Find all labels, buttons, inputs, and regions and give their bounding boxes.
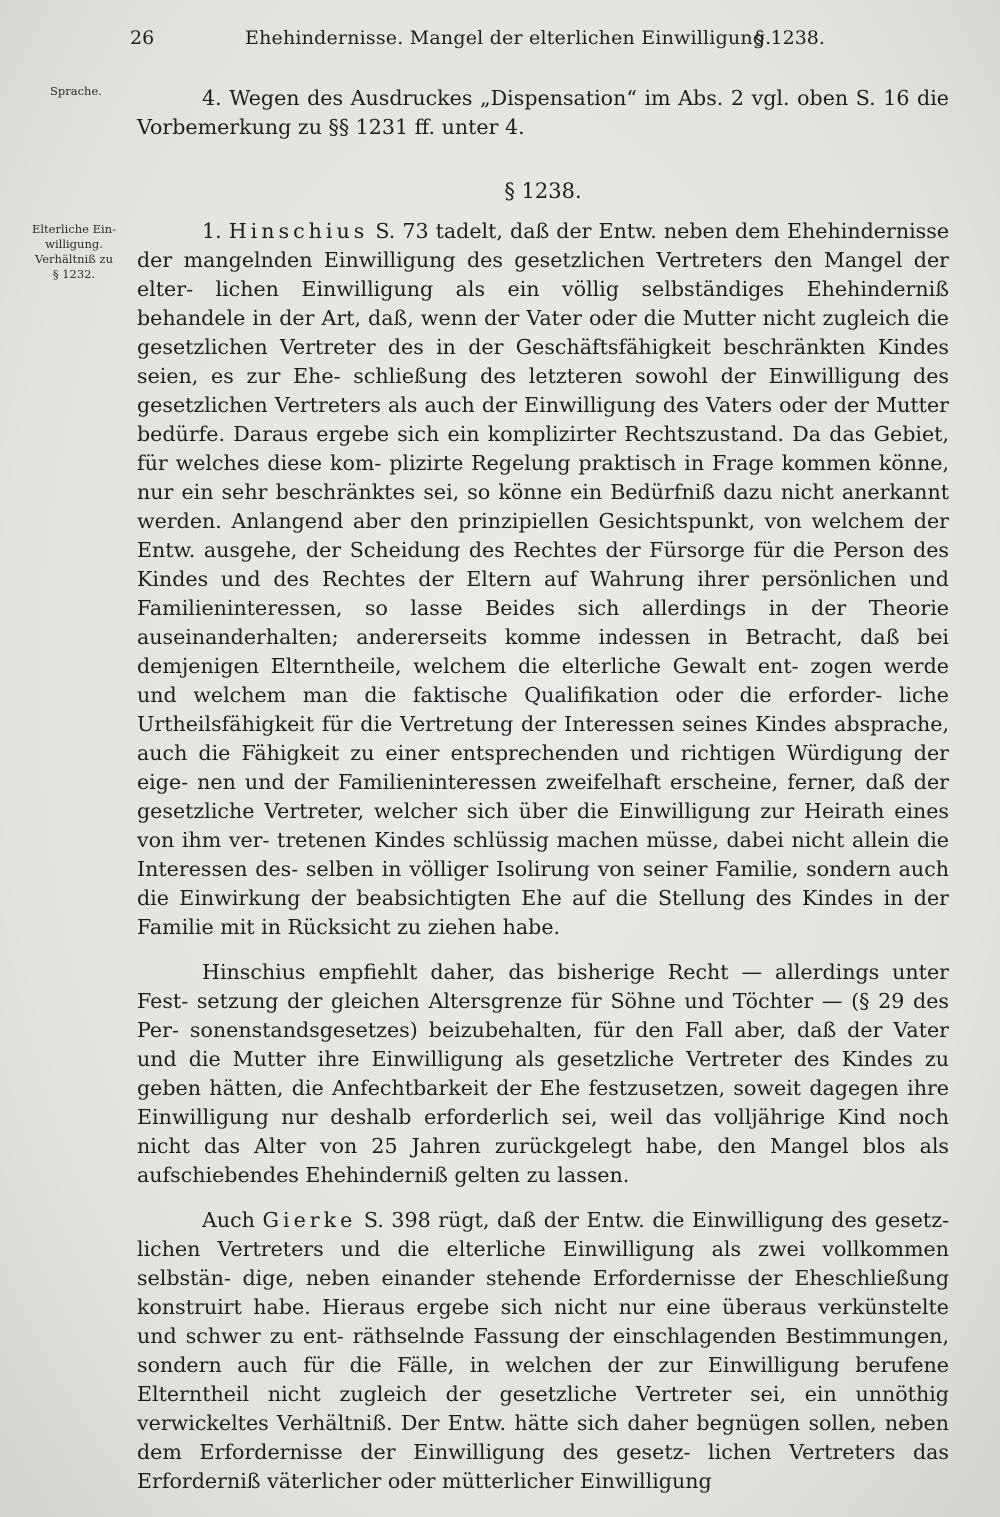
margin-note-line: Verhältniß zu — [34, 252, 113, 266]
body-text — [137, 217, 949, 1496]
paragraph-3-lead: Auch — [202, 1208, 255, 1232]
author-gierke: Gierke — [262, 1208, 357, 1232]
paragraph-2: Hinschius empfiehlt daher, das bisherige Recht — allerdings unter Fest- setzung der gleichen Altersgrenze für Söhne und Töchter — (§ 29 des Per- sonenstandsgesetzes) beizubehalten, für den Fall aber, daß der Vater und die Mutter ihre Einwilligung als gesetzliche Vertreter des Kindes zu geben hätten, die Anfechtbarkeit der Ehe festzusetzen, soweit dagegen ihre Einwilligung nur deshalb erforderlich sei, weil das volljährige Kind noch nicht das Alter von 25 Jahren zurückgelegt habe, den Mangel blos als aufschiebendes Ehehinderniß gelten zu lassen. — [137, 960, 949, 1187]
running-title: Ehehindernisse. Mangel der elterlichen Einwilligung. — [245, 27, 772, 49]
paragraph-1-lead: 1. — [202, 219, 222, 243]
section-heading: § 1238. — [504, 179, 582, 203]
paragraph-3 — [137, 1206, 949, 1496]
intro-text: 4. Wegen des Ausdruckes „Dispensation“ im Abs. 2 vgl. oben S. 16 die Vorbemerkung zu §§ 1231 ff. unter 4. — [137, 86, 949, 139]
margin-note-line: § 1232. — [52, 267, 96, 281]
margin-note-line: willigung. — [45, 237, 103, 251]
paragraph-1-text: S. 73 tadelt, daß der Entw. neben dem Ehehindernisse der mangelnden Einwilligung des gesetzlichen Vertreters den Mangel der elter- lichen Einwilligung als ein völlig selbständiges Ehehinderniß behandele in der Art, daß, wenn der Vater oder die Mutter nicht zugleich die gesetzlichen Vertreter des in der Geschäftsfähigkeit beschränkten Kindes seien, es zur Ehe- schließung des letzteren sowohl der Einwilligung des gesetzlichen Vertreters als auch der Einwilligung des Vaters oder der Mutter bedürfe. Daraus ergebe sich ein komplizirter Rechtszustand. Da das Gebiet, für welches diese kom- plizirte Regelung praktisch in Frage kommen könne, nur ein sehr beschränktes sei, so könne ein Bedürfniß dazu nicht anerkannt werden. Anlangend aber den prinzipiellen Gesichtspunkt, von welchem der Entw. ausgehe, der Scheidung des Rechtes der Fürsorge für die Person des Kindes und des Rechtes der Eltern auf Wahrung ihrer persönlichen und Familieninteressen, so lasse Beides sich allerdings in der Theorie auseinanderhalten; andererseits komme indessen in Betracht, daß bei demjenigen Elterntheile, welchem die elterliche Gewalt ent- zogen werde und welchem man die faktische Qualifikation oder die erforder- liche Urtheilsfähigkeit für die Vertretung der Interessen seines Kindes absprache, auch die Fähigkeit zu einer entsprechenden und richtigen Würdigung der eige- nen und der Familieninteressen zweifelhaft erscheine, ferner, daß der gesetzliche Vertreter, welcher sich über die Einwilligung zur Heirath eines von ihm ver- tretenen Kindes schlüssig machen müsse, dabei nicht allein die Interessen des- selben in völliger Isolirung von seiner Familie, sondern auch die Einwirkung der beabsichtigten Ehe auf die Stellung des Kindes in der Familie mit in Rücksicht zu ziehen habe. — [137, 219, 949, 939]
margin-note-line: Elterliche Ein- — [31, 222, 117, 236]
page-header — [130, 22, 850, 54]
header-section: § 1238. — [755, 27, 825, 49]
author-hinschius: Hinschius — [228, 219, 369, 243]
page-number: 26 — [130, 27, 155, 49]
margin-note-elterliche-einwilligung — [24, 222, 124, 282]
margin-note-sprache: Sprache. — [50, 84, 102, 98]
paragraph-1 — [137, 217, 949, 942]
intro-paragraph — [137, 84, 949, 142]
paragraph-3-text: S. 398 rügt, daß der Entw. die Einwilligung des gesetz- lichen Vertreters und die elterliche Einwilligung als zwei vollkommen selbstän- dige, neben einander stehende Erfordernisse der Eheschließung konstruirt habe. Hieraus ergebe sich nicht nur eine überaus verkünstelte und schwer zu ent- räthselnde Fassung der einschlagenden Bestimmungen, sondern auch für die Fälle, in welchen der zur Einwilligung berufene Elterntheil nicht zugleich der gesetzliche Vertreter sei, ein unnöthig verwickeltes Verhältniß. Der Entw. hätte sich daher begnügen sollen, neben dem Erfordernisse der Einwilligung des gesetz- lichen Vertreters das Erforderniß väterlicher oder mütterlicher Einwilligung — [137, 1208, 950, 1493]
